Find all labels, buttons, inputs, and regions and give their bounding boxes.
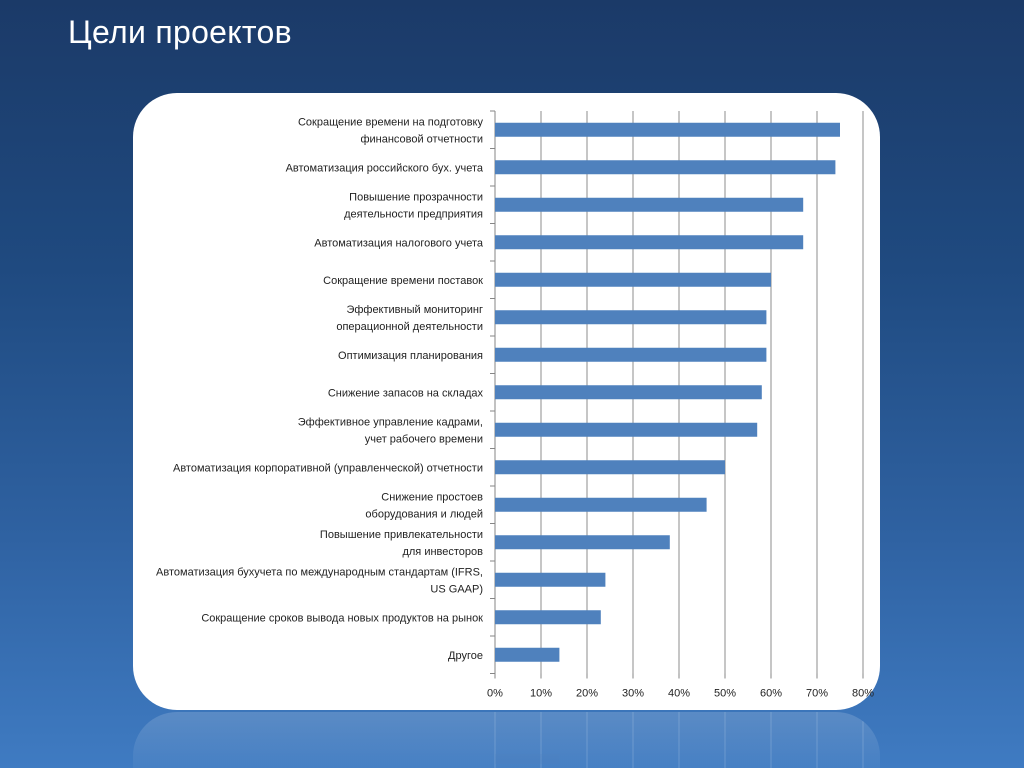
- x-tick-label: 70%: [805, 687, 829, 700]
- x-tick-label: 10%: [529, 687, 553, 700]
- bar: [495, 423, 757, 437]
- panel-reflection: [133, 712, 880, 768]
- category-label: Повышение прозрачности деятельности предприятия: [344, 191, 483, 221]
- category-label: Автоматизация бухучета по международным стандартам (IFRS, US GAAP): [156, 566, 483, 596]
- bar-chart: [133, 93, 880, 710]
- bar: [495, 198, 803, 212]
- category-label: Снижение запасов на складах: [327, 387, 483, 400]
- x-tick-label: 60%: [759, 687, 783, 700]
- bar: [495, 385, 762, 399]
- bar: [495, 310, 766, 324]
- bar: [495, 123, 840, 137]
- category-label: Автоматизация корпоративной (управленческой) отчетности: [172, 462, 483, 475]
- category-label: Автоматизация российского бух. учета: [285, 162, 483, 175]
- reflection-ticks: [133, 712, 880, 768]
- x-tick-label: 50%: [713, 687, 737, 700]
- x-tick-label: 20%: [575, 687, 599, 700]
- category-label: Сокращение сроков вывода новых продуктов на рынок: [201, 612, 483, 625]
- category-label: Автоматизация налогового учета: [314, 237, 483, 250]
- category-label: Эффективное управление кадрами, учет рабочего времени: [297, 416, 483, 446]
- x-tick-label: 40%: [667, 687, 691, 700]
- category-label: Другое: [448, 649, 483, 662]
- bar: [495, 460, 725, 474]
- slide-title: Цели проектов: [68, 14, 292, 50]
- bar: [495, 535, 670, 549]
- bar: [495, 648, 559, 662]
- x-tick-label: 30%: [621, 687, 645, 700]
- bar: [495, 610, 601, 624]
- chart-panel: [133, 93, 880, 710]
- category-label: Эффективный мониторинг операционной деятельности: [336, 303, 483, 333]
- category-label: Оптимизация планирования: [338, 349, 483, 362]
- category-label: Сокращение времени поставок: [323, 274, 483, 287]
- bar: [495, 348, 766, 362]
- bar: [495, 235, 803, 249]
- reflection-bar: [495, 754, 559, 764]
- category-label: Повышение привлекательности для инвесторов: [319, 528, 483, 558]
- x-tick-label: 80%: [851, 687, 875, 700]
- bar: [495, 498, 707, 512]
- bar: [495, 273, 771, 287]
- category-label: Снижение простоев оборудования и людей: [365, 491, 483, 521]
- x-tick-label: 0%: [487, 687, 503, 700]
- bar: [495, 160, 835, 174]
- bar: [495, 573, 605, 587]
- category-label: Сокращение времени на подготовку финансовой отчетности: [297, 116, 483, 146]
